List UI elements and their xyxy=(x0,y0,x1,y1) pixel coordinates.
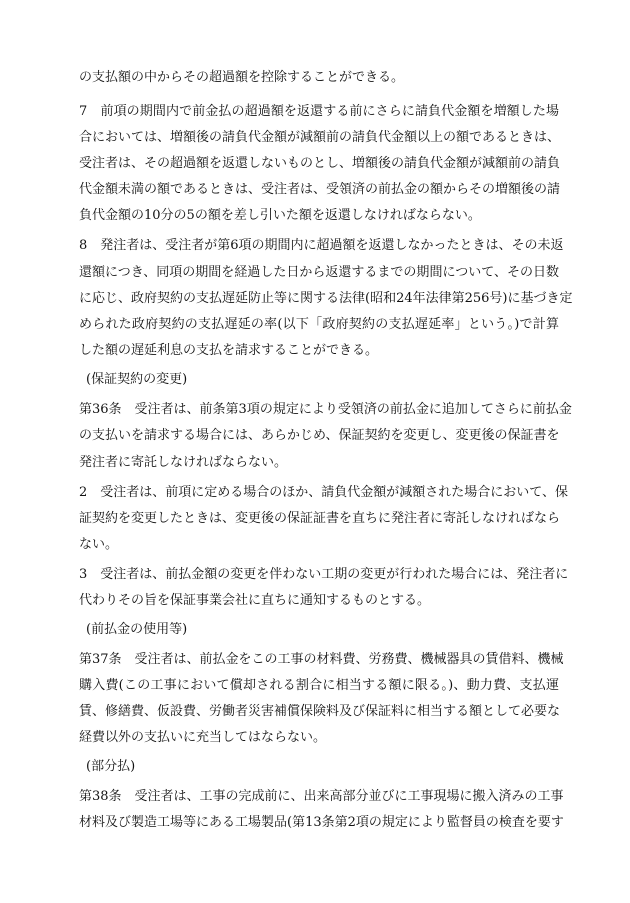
text-line: 証契約を変更したときは、変更後の保証証書を直ちに発注者に寄託しなければなら xyxy=(79,511,561,526)
text-line: 第36条 受注者は、前条第3項の規定により受領済の前払金に追加してさらに前払金 xyxy=(79,402,572,417)
text-line: 賃、修繕費、仮設費、労働者災害補償保険料及び保証料に相当する額として必要な xyxy=(79,704,561,719)
text-line: 代金額未満の額であるときは、受注者は、受領済の前払金の額からその増額後の請 xyxy=(79,182,561,197)
text-line: 3 受注者は、前払金額の変更を伴わない工期の変更が行われた場合には、発注者に xyxy=(79,567,569,582)
text-line: 負代金額の10分の5の額を差し引いた額を返還しなければならない。 xyxy=(79,208,481,223)
text-line: した額の遅延利息の支払を請求することができる。 xyxy=(79,343,379,358)
text-line: 購入費(この工事において償却される割合に相当する額に限る。)、動力費、支払運 xyxy=(79,678,559,693)
text-line: 8 発注者は、受注者が第6項の期間内に超過額を返還しなかったときは、その未返 xyxy=(79,238,564,253)
text-line: められた政府契約の支払遅延の率(以下「政府契約の支払遅延率」という。)で計算 xyxy=(79,317,559,332)
text-line: 還額につき、同項の期間を経過した日から返還するまでの期間について、その日数 xyxy=(79,265,559,280)
text-line: 経費以外の支払いに充当してはならない。 xyxy=(79,730,327,745)
text-line: に応じ、政府契約の支払遅延防止等に関する法律(昭和24年法律第256号)に基づき定 xyxy=(79,291,573,306)
text-line: 第38条 受注者は、工事の完成前に、出来高部分並びに工事現場に搬入済みの工事 xyxy=(79,789,564,804)
text-line: 2 受注者は、前項に定める場合のほか、請負代金額が減額された場合において、保 xyxy=(79,485,569,500)
text-line: 材料及び製造工場等にある工場製品(第13条第2項の規定により監督員の検査を要す xyxy=(79,815,564,830)
text-line: の支払額の中からその超過額を控除することができる。 xyxy=(79,70,405,85)
text-line: 発注者に寄託しなければならない。 xyxy=(79,455,288,470)
text-line: ない。 xyxy=(79,537,119,552)
text-line: 7 前項の期間内で前金払の超過額を返還する前にさらに請負代金額を増額した場 xyxy=(79,104,559,119)
section-heading: (前払金の使用等) xyxy=(86,622,188,637)
text-line: 代わりその旨を保証事業会社に直ちに通知するものとする。 xyxy=(79,593,431,608)
text-line: の支払いを請求する場合には、あらかじめ、保証契約を変更し、変更後の保証書を xyxy=(79,428,560,443)
text-line: 合においては、増額後の請負代金額が減額前の請負代金額以上の額であるときは、 xyxy=(79,130,561,145)
section-heading: (部分払) xyxy=(86,759,136,774)
text-line: 第37条 受注者は、前払金をこの工事の材料費、労務費、機械器具の賃借料、機械 xyxy=(79,652,564,667)
section-heading: (保証契約の変更) xyxy=(86,372,188,387)
text-line: 受注者は、その超過額を返還しないものとし、増額後の請負代金額が減額前の請負 xyxy=(79,156,561,171)
